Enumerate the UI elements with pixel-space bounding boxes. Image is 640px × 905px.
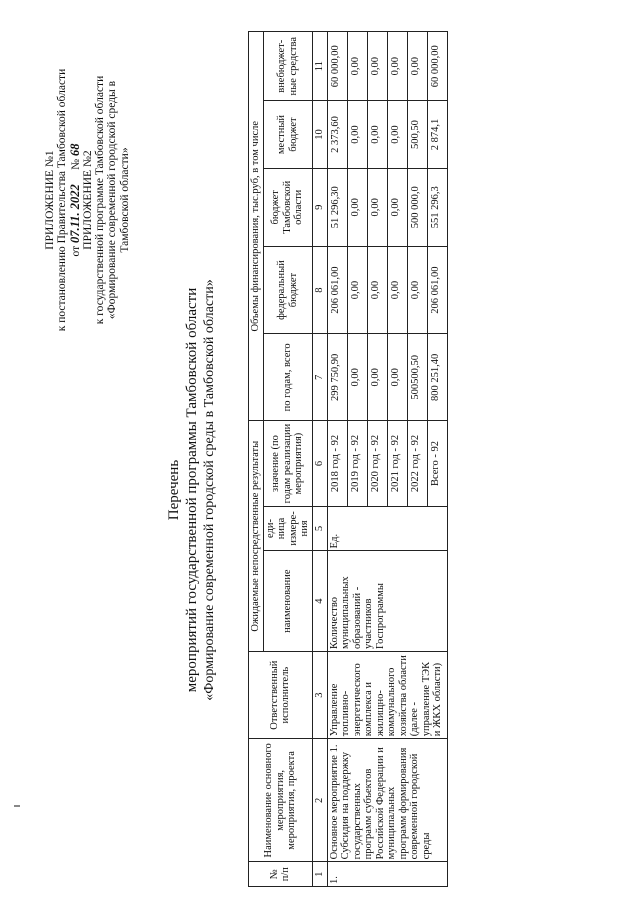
federal-value: 0,00 <box>408 247 428 333</box>
program-name-line1: «Формирование современной городской среды в <box>106 80 119 320</box>
total-value: 0,00 <box>388 334 408 420</box>
scan-mark <box>14 805 20 807</box>
regional-value: 0,00 <box>348 169 368 246</box>
handwritten-number: 68 <box>67 143 82 157</box>
year-value-total: Всего - 92 <box>429 441 441 487</box>
program-name-line2: Тамбовской области» <box>118 147 131 253</box>
extra-value: 0,00 <box>408 32 428 100</box>
regional-value-sum: 551 296,3 <box>429 186 441 229</box>
total-value: 0,00 <box>348 334 368 420</box>
federal-value: 206 061,00 <box>328 247 348 333</box>
column-number: 11 <box>312 32 327 101</box>
title-line1: Перечень <box>166 459 182 521</box>
result-name: Количество муниципальных образований - участников Госпрограммы <box>327 551 447 652</box>
year-value: 2018 год - 92 <box>328 422 348 506</box>
column-number-row <box>312 32 327 887</box>
header-local: местный бюджет <box>263 101 312 168</box>
column-number: 9 <box>312 168 327 246</box>
year-value: 2019 год - 92 <box>348 422 368 506</box>
regional-value: 0,00 <box>388 169 408 246</box>
appendix1-label: ПРИЛОЖЕНИЕ №1 <box>44 150 56 250</box>
measures-table <box>248 31 448 887</box>
column-number: 7 <box>312 334 327 421</box>
header-num: № п/п <box>249 862 313 887</box>
total-values <box>327 334 447 421</box>
header-extra: внебюджет-ные средства <box>263 32 312 101</box>
year-value: 2021 год - 92 <box>388 422 408 506</box>
extra-value: 0,00 <box>368 32 388 100</box>
extra-value: 60 000,00 <box>328 32 348 100</box>
column-number: 3 <box>312 652 327 739</box>
decree-line: к постановлению Правительства Тамбовской области <box>56 68 69 332</box>
measure-executor: Управление топливно-энергетического комплекса и жилищно-коммунального хозяйства области (далее - управление ТЭК и ЖКХ области) <box>327 652 447 739</box>
program-line: к государственной программе Тамбовской области <box>94 75 107 325</box>
local-value: 0,00 <box>348 101 368 167</box>
total-value-sum: 800 251,40 <box>429 353 441 401</box>
extra-value: 0,00 <box>348 32 368 100</box>
local-value-sum: 2 874,1 <box>429 118 441 151</box>
regional-value: 500 000,0 <box>408 169 428 246</box>
appendix-header <box>44 35 131 365</box>
number-prefix: № <box>69 158 82 170</box>
column-number: 2 <box>312 739 327 862</box>
local-value: 0,00 <box>368 101 388 167</box>
total-value: 0,00 <box>368 334 388 420</box>
header-unit: еди-ница измере-ния <box>263 506 312 551</box>
header-name: Наименование основного мероприятия, мероприятия, проекта <box>249 739 313 862</box>
federal-value: 0,00 <box>348 247 368 333</box>
column-number: 1 <box>312 862 327 887</box>
header-results-group: Ожидаемые непосредственные результаты <box>249 421 264 652</box>
federal-value-sum: 206 061,00 <box>429 266 441 314</box>
header-total: по годам, всего <box>263 334 312 421</box>
date-number-line <box>69 35 82 365</box>
local-value: 2 373,60 <box>328 101 348 167</box>
column-number: 5 <box>312 506 327 551</box>
title-line2: мероприятий государственной программы Тамбовской области <box>184 287 200 693</box>
appendix2-label: ПРИЛОЖЕНИЕ №2 <box>81 150 94 250</box>
local-values <box>327 101 447 168</box>
header-federal: федеральный бюджет <box>263 246 312 333</box>
total-value: 500500,50 <box>408 334 428 420</box>
local-value: 0,00 <box>388 101 408 167</box>
federal-values <box>327 246 447 333</box>
column-number: 4 <box>312 551 327 652</box>
result-unit: Ед. <box>327 506 447 551</box>
extra-values <box>327 32 447 101</box>
year-value: 2022 год - 92 <box>408 422 428 506</box>
date-prefix: от <box>69 245 82 257</box>
header-regional: бюджет Тамбовской области <box>263 168 312 246</box>
document-title <box>165 195 218 785</box>
row-number: 1. <box>327 862 447 887</box>
extra-value: 0,00 <box>388 32 408 100</box>
header-executor: Ответственный исполнитель <box>249 652 313 739</box>
column-number: 8 <box>312 246 327 333</box>
column-number: 6 <box>312 421 327 506</box>
regional-value: 0,00 <box>368 169 388 246</box>
total-value: 299 750,90 <box>328 334 348 420</box>
header-value: значение (по годам реализации мероприятия) <box>263 421 312 506</box>
header-finance-group: Объемы финансирования, тыс.руб, в том числе <box>249 32 264 422</box>
measure-name: Основное мероприятие 1. Субсидия на поддержку государственных программ субъектов Российской Федерации и муниципальных программ формирования современной городской среды <box>327 739 447 862</box>
result-values <box>327 421 447 506</box>
column-number: 10 <box>312 101 327 168</box>
local-value: 500,50 <box>408 101 428 167</box>
year-value: 2020 год - 92 <box>368 422 388 506</box>
regional-values <box>327 168 447 246</box>
extra-value-sum: 60 000,00 <box>429 45 441 88</box>
title-line3: «Формирование современной городской среды в Тамбовской области» <box>202 279 217 701</box>
table-row <box>327 32 447 887</box>
header-result-name: наименование <box>263 551 312 652</box>
federal-value: 0,00 <box>388 247 408 333</box>
federal-value: 0,00 <box>368 247 388 333</box>
handwritten-date: 07.11. 2022 <box>67 184 82 243</box>
header-row-1 <box>249 32 264 887</box>
regional-value: 51 296,30 <box>328 169 348 246</box>
